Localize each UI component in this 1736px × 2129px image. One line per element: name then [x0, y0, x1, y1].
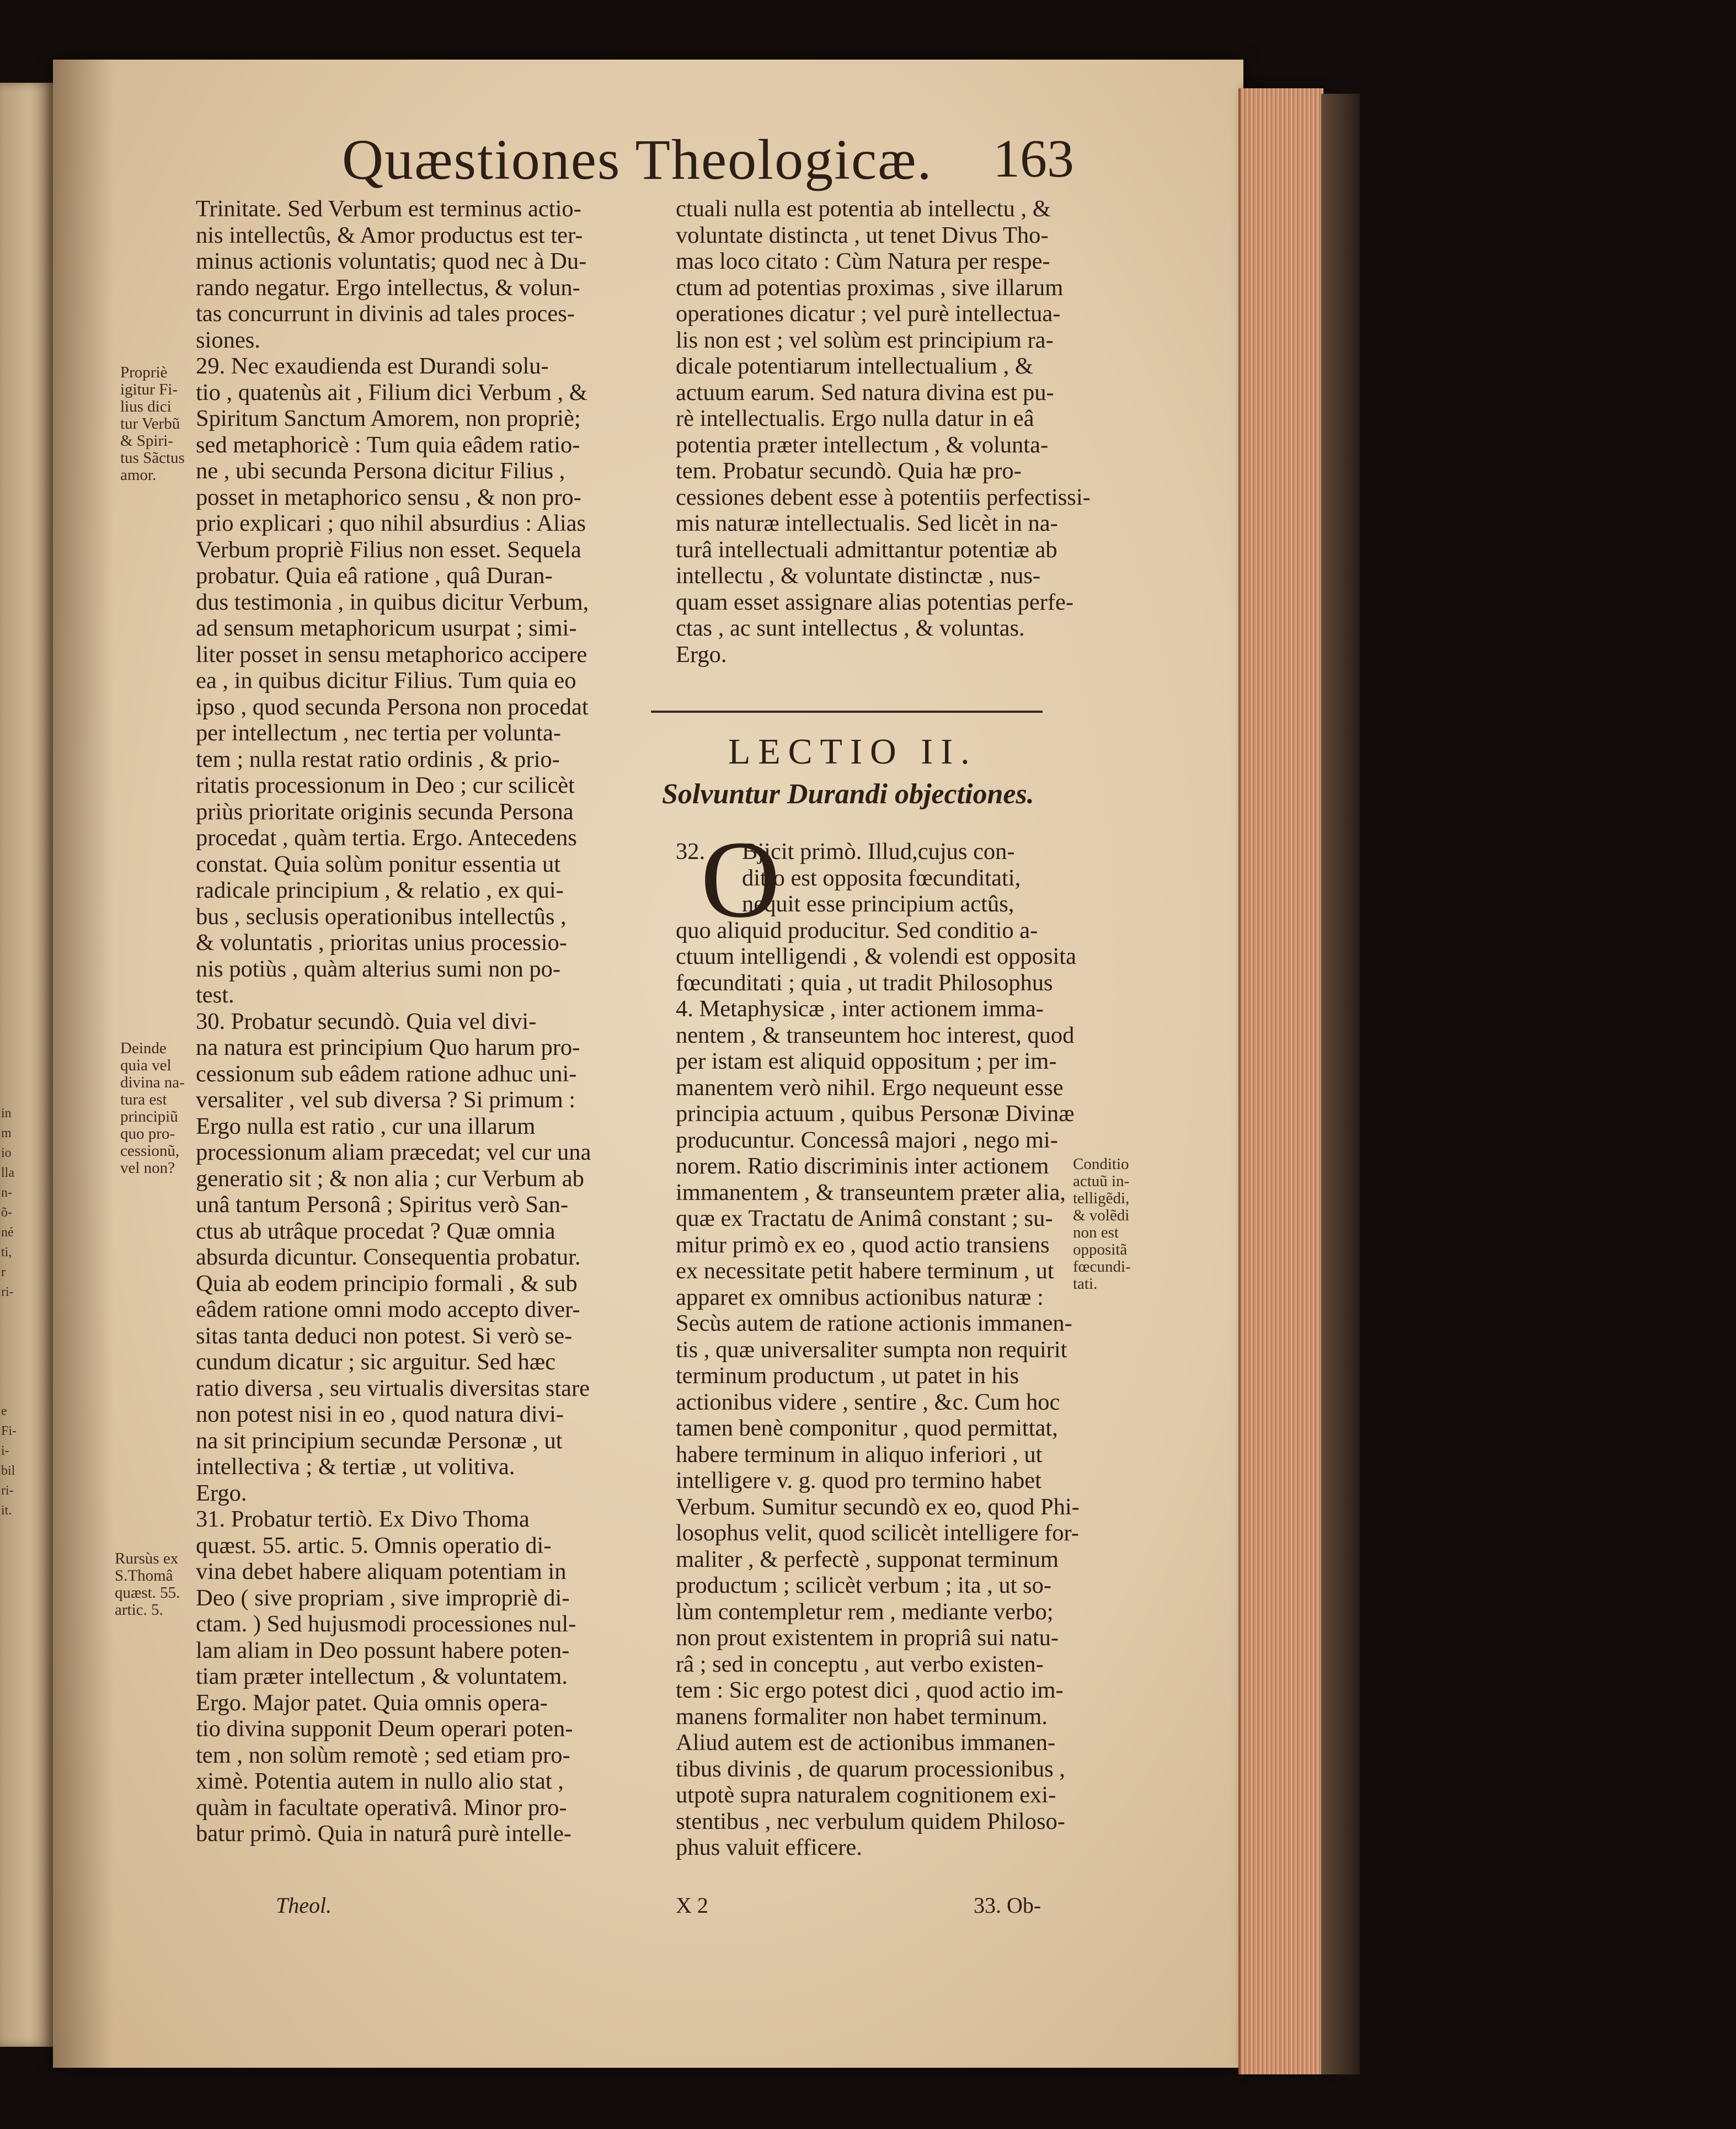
text-line: rando negatur. Ergo intellectus, & volun-: [196, 274, 580, 301]
text-line: Ergo.: [676, 641, 727, 668]
text-line: apparet ex omnibus actionibus naturæ :: [676, 1284, 1044, 1310]
text-line: Bjicit primò. Illud,cujus con-: [742, 839, 1015, 865]
text-line: dicale potentiarum intellectualium , &: [676, 353, 1033, 379]
text-line: ritatis processionum in Deo ; cur scilicèt: [196, 772, 575, 798]
text-line: cundum dicatur ; sic arguitur. Sed hæc: [196, 1349, 555, 1375]
text-line: tem ; nulla restat ratio ordinis , & prio-: [196, 746, 560, 772]
text-line: productum ; scilicèt verbum ; ita , ut so-: [676, 1572, 1052, 1598]
lectio-subtitle: Solvuntur Durandi objectiones.: [662, 778, 1034, 810]
signature-mark: Theol.: [276, 1893, 332, 1918]
text-line: cessiones debent esse à potentiis perfectissi-: [676, 484, 1091, 510]
text-line: actionibus videre , sentire , &c. Cum hoc: [676, 1389, 1060, 1415]
text-line: ctuum intelligendi , & volendi est opposita: [676, 943, 1076, 969]
text-line: ex necessitate petit habere terminum , ut: [676, 1258, 1054, 1284]
text-line: intellectiva ; & tertiæ , ut volitiva.: [196, 1454, 515, 1480]
text-line: tis , quæ universaliter sumpta non requirit: [676, 1336, 1067, 1363]
margin-note-deinde: Deinde quia vel divina na- tura est principiũ quo pro- cessionũ, vel non?: [120, 1039, 185, 1177]
facing-page-edge: [0, 83, 53, 2047]
text-line: ditio est opposita fœcunditati,: [742, 865, 1021, 891]
page-number: 163: [993, 129, 1074, 189]
text-line: immanentem , & transeuntem præter alia,: [676, 1179, 1066, 1205]
text-line: ctum ad potentias proximas , sive illarum: [676, 274, 1064, 301]
margin-note-conditio: Conditio actuũ in- telligẽdi, & volẽdi non est oppositã fœcundi- tati.: [1073, 1155, 1131, 1293]
text-line: processionum aliam præcedat; vel cur una: [196, 1139, 591, 1165]
text-line: radicale principium , & relatio , ex qui-: [196, 877, 564, 903]
text-line: actuum earum. Sed natura divina est pu-: [676, 379, 1054, 405]
lectio-title: LECTIO II.: [728, 732, 977, 772]
text-line: intellectu , & voluntate distinctæ , nus-: [676, 563, 1041, 589]
text-line: fœcunditati ; quia , ut tradit Philosophus: [676, 969, 1053, 996]
margin-note-proprie: Propriè igitur Fi- lius dici tur Verbũ & Spiri- tus Sãctus amor.: [120, 364, 185, 484]
text-line: Spiritum Sanctum Amorem, non propriè;: [196, 405, 581, 431]
text-line: na natura est principium Quo harum pro-: [196, 1034, 580, 1060]
text-line: Trinitate. Sed Verbum est terminus actio-: [196, 196, 581, 222]
gathering-mark: X 2: [676, 1893, 708, 1918]
text-line: mis naturæ intellectualis. Sed licèt in na-: [676, 510, 1058, 536]
text-line: Deo ( sive propriam , sive impropriè di-: [196, 1584, 570, 1611]
text-line: per intellectum , nec tertia per volunta-: [196, 720, 562, 746]
text-line: prio explicari ; quo nihil absurdius : Alias: [196, 510, 586, 536]
catchword: 33. Ob-: [974, 1893, 1041, 1918]
text-line: bus , seclusis operationibus intellectûs ,: [196, 903, 567, 930]
margin-note-rursus: Rursùs ex S.Thomâ quæst. 55. artic. 5.: [115, 1550, 180, 1619]
text-line: ea , in quibus dicitur Filius. Tum quia eo: [196, 668, 576, 693]
text-line: ad sensum metaphoricum usurpat ; simi-: [196, 615, 577, 641]
page-block-edge: [1238, 88, 1323, 2074]
text-line: 31. Probatur tertiò. Ex Divo Thoma: [196, 1506, 530, 1532]
text-line: norem. Ratio discriminis inter actionem: [676, 1153, 1049, 1179]
text-line: râ ; sed in conceptu , aut verbo existen-: [676, 1651, 1044, 1677]
text-line: ctam. ) Sed hujusmodi processiones nul-: [196, 1611, 576, 1637]
text-line: ratio diversa , seu virtualis diversitas stare: [196, 1375, 590, 1401]
text-line: maliter , & perfectè , supponat terminum: [676, 1546, 1059, 1572]
text-line: nis intellectûs, & Amor productus est ter-: [196, 222, 583, 248]
text-line: 30. Probatur secundò. Quia vel divi-: [196, 1008, 537, 1034]
text-line: principia actuum , quibus Personæ Divinæ: [676, 1101, 1075, 1127]
text-line: Quia ab eodem principio formali , & sub: [196, 1270, 578, 1296]
text-line: lam aliam in Deo possunt habere poten-: [196, 1637, 570, 1663]
text-line: manentem verò nihil. Ergo nequeunt esse: [676, 1074, 1064, 1101]
right-column-lower: [676, 839, 1080, 1860]
text-line: sed metaphoricè : Tum quia eâdem ratio-: [196, 431, 580, 458]
text-line: minus actionis voluntatis; quod nec à Du-: [196, 248, 587, 274]
text-line: & voluntatis , prioritas unius processio-: [196, 930, 567, 956]
text-line: tas concurrunt in divinis ad tales proces-: [196, 301, 575, 327]
text-line: ne , ubi secunda Persona dicitur Filius ,: [196, 458, 565, 484]
text-line: 29. Nec exaudienda est Durandi solu-: [196, 353, 549, 379]
text-line: posset in metaphorico sensu , & non pro-: [196, 484, 581, 510]
text-line: tem : Sic ergo potest dici , quod actio im-: [676, 1677, 1064, 1703]
text-line: per istam est aliquid oppositum ; per im-: [676, 1048, 1057, 1074]
text-line: lis non est ; vel solùm est principium ra-: [676, 327, 1054, 353]
text-line: nequit esse principium actûs,: [742, 891, 1014, 917]
text-line: quàm in facultate operativâ. Minor pro-: [196, 1794, 567, 1821]
text-line: cessionum sub eâdem ratione adhuc uni-: [196, 1060, 577, 1087]
text-line: mitur primò ex eo , quod actio transiens: [676, 1231, 1050, 1258]
text-line: test.: [196, 982, 234, 1008]
text-line: probatur. Quia eâ ratione , quâ Duran-: [196, 563, 553, 589]
text-line: Secùs autem de ratione actionis immanen-: [676, 1310, 1072, 1336]
text-line: non potest nisi in eo , quod natura divi-: [196, 1401, 564, 1427]
text-line: Ergo. Major patet. Quia omnis opera-: [196, 1689, 548, 1716]
text-line: procedat , quàm tertia. Ergo. Antecedens: [196, 825, 577, 851]
text-line: operationes dicatur ; vel purè intellectua-: [676, 301, 1061, 327]
book-cover: [1321, 94, 1360, 2074]
text-line: tem , non solùm remotè ; sed etiam pro-: [196, 1742, 570, 1768]
facing-page-text-fragments: in m io lla n- õ- né ti, r ri- e Fi- i- bil ri- it.: [1, 1106, 17, 1518]
text-line: quæ ex Tractatu de Animâ constant ; su-: [676, 1205, 1053, 1231]
text-line: ximè. Potentia autem in nullo alio stat ,: [196, 1768, 564, 1794]
text-line: quo aliquid producitur. Sed conditio a-: [676, 917, 1038, 943]
text-line: utpotè supra naturalem cognitionem exi-: [676, 1782, 1056, 1808]
text-line: intelligere v. g. quod pro termino habet: [676, 1468, 1041, 1493]
text-line: habere terminum in aliquo inferiori , ut: [676, 1441, 1043, 1468]
text-line: Ergo nulla est ratio , cur una illarum: [196, 1113, 536, 1139]
text-line: tio , quatenùs ait , Filium dici Verbum , &: [196, 379, 587, 405]
running-head: Quæstiones Theologicæ.: [342, 128, 933, 191]
text-line: tem. Probatur secundò. Quia hæ pro-: [676, 458, 1022, 484]
text-line: generatio sit ; & non alia ; cur Verbum ab: [196, 1165, 584, 1192]
text-line: tibus divinis , de quarum processionibus ,: [676, 1756, 1065, 1782]
text-line: tiam præter intellectum , & voluntatem.: [196, 1663, 568, 1689]
text-line: losophus velit, quod scilicèt intelligere for-: [676, 1520, 1079, 1546]
text-line: terminum productum , ut patet in his: [676, 1363, 1019, 1389]
text-line: nis potiùs , quàm alterius sumi non po-: [196, 956, 561, 982]
text-line: ctas , ac sunt intellectus , & voluntas.: [676, 615, 1025, 641]
text-line: absurda dicuntur. Consequentia probatur.: [196, 1244, 581, 1270]
gutter-shadow: [53, 60, 114, 2068]
text-line: tio divina supponit Deum operari poten-: [196, 1716, 573, 1742]
text-line: Verbum propriè Filius non esset. Sequela: [196, 536, 581, 563]
text-line: manens formaliter non habet terminum.: [676, 1703, 1048, 1730]
text-line: vina debet habere aliquam potentiam in: [196, 1559, 567, 1584]
text-line: ctuali nulla est potentia ab intellectu , &: [676, 196, 1051, 222]
text-line: rè intellectualis. Ergo nulla datur in eâ: [676, 405, 1034, 431]
text-line: sitas tanta deduci non potest. Si verò se-: [196, 1322, 573, 1349]
text-line: lùm contempletur rem , mediante verbo;: [676, 1598, 1054, 1625]
text-line: ctus ab utrâque procedat ? Quæ omnia: [196, 1218, 555, 1244]
text-line: batur primò. Quia in naturâ purè intelle-: [196, 1821, 571, 1847]
text-line: dus testimonia , in quibus dicitur Verbum,: [196, 589, 589, 615]
text-line: siones.: [196, 327, 260, 353]
text-line: constat. Quia solùm ponitur essentia ut: [196, 851, 561, 877]
text-line: voluntate distincta , ut tenet Divus Tho-: [676, 222, 1049, 248]
text-line: 4. Metaphysicæ , inter actionem imma-: [676, 996, 1044, 1022]
text-line: Aliud autem est de actionibus immanen-: [676, 1730, 1056, 1756]
text-line: priùs prioritate originis secunda Persona: [196, 798, 574, 825]
text-line: versaliter , vel sub diversa ? Si primum :: [196, 1087, 576, 1113]
text-line: Verbum. Sumitur secundò ex eo, quod Phi-: [676, 1493, 1080, 1520]
text-line: nentem , & transeuntem hoc interest, quod: [676, 1022, 1075, 1048]
text-line: liter posset in sensu metaphorico accipere: [196, 641, 587, 668]
text-line: quam esset assignare alias potentias perfe-: [676, 589, 1074, 615]
text-line: ipso , quod secunda Persona non procedat: [196, 693, 589, 720]
text-line: unâ tantum Personâ ; Spiritus verò San-: [196, 1192, 569, 1218]
text-line: quæst. 55. artic. 5. Omnis operatio di-: [196, 1532, 552, 1559]
drop-cap: O: [701, 819, 781, 941]
text-line: producuntur. Concessâ majori , nego mi-: [676, 1127, 1058, 1153]
text-line: tamen benè componitur , quod permittat,: [676, 1415, 1058, 1441]
text-line: potentia præter intellectum , & volunta-: [676, 431, 1049, 458]
text-line: Ergo.: [196, 1480, 247, 1506]
text-line: turâ intellectuali admittantur potentiæ ab: [676, 536, 1057, 563]
text-line: stentibus , nec verbulum quidem Philoso-: [676, 1808, 1065, 1834]
section-rule: [651, 711, 1043, 713]
text-line: na sit principium secundæ Personæ , ut: [196, 1427, 563, 1454]
text-line: mas loco citato : Cùm Natura per respe-: [676, 248, 1050, 274]
paragraph-number-32: 32.: [676, 839, 706, 865]
text-line: non prout existentem in propriâ sui natu-: [676, 1625, 1059, 1651]
text-line: phus valuit efficere.: [676, 1834, 862, 1860]
text-line: eâdem ratione omni modo accepto diver-: [196, 1296, 580, 1322]
